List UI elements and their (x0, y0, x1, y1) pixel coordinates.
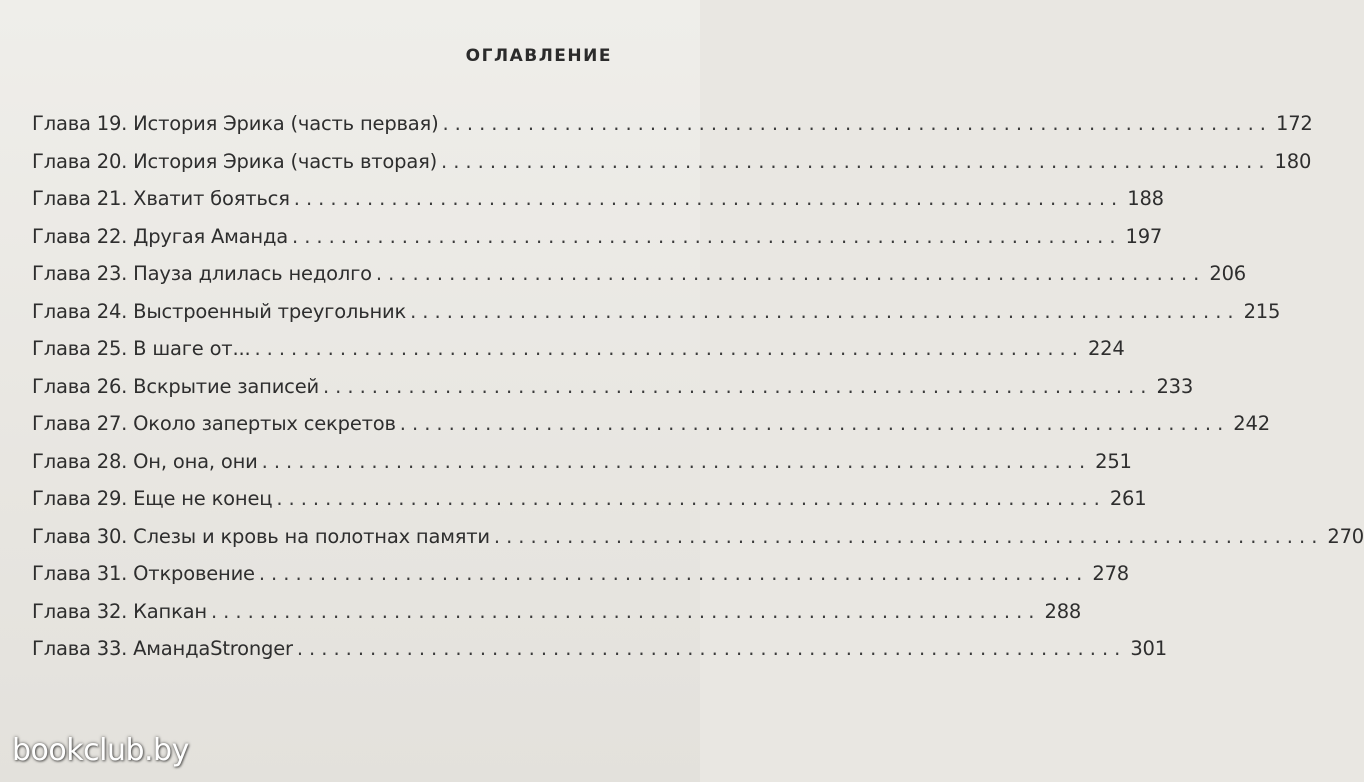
dot-leader: .................................................................... (322, 374, 1153, 398)
entry-page: 270 (1327, 524, 1364, 548)
dot-leader: .................................................................... (441, 149, 1271, 173)
dot-leader: .................................................................... (296, 637, 1127, 660)
entry-title: Глава 19. История Эрика (часть первая) (32, 112, 439, 135)
entry-page: 242 (1233, 412, 1270, 435)
dot-leader: .................................................................... (375, 262, 1206, 285)
entry-title: Глава 24. Выстроенный треугольник (32, 299, 407, 323)
entry-page: 233 (1156, 374, 1194, 398)
entry-page: 172 (1275, 112, 1313, 135)
entry-page: 224 (1087, 337, 1125, 360)
dot-leader: .................................................................... (399, 412, 1230, 435)
toc-entry (32, 524, 1364, 563)
dot-leader: .................................................................... (410, 299, 1240, 323)
toc-entry (32, 262, 1246, 300)
dot-leader: .................................................................... (293, 187, 1124, 210)
entry-page: 188 (1127, 187, 1164, 210)
dot-leader: .................................................................... (254, 337, 1084, 360)
entry-page: 288 (1044, 599, 1082, 623)
entry-title: Глава 27. Около запертых секретов (32, 412, 396, 435)
entry-title: Глава 28. Он, она, они (32, 449, 258, 473)
entry-page: 206 (1209, 262, 1246, 285)
toc-entry (32, 112, 1313, 150)
dot-leader: .................................................................... (276, 487, 1106, 510)
toc-entry (32, 487, 1147, 525)
entry-title: Глава 23. Пауза длилась недолго (32, 262, 372, 285)
toc-entry (32, 224, 1163, 263)
dot-leader: .................................................................... (210, 599, 1041, 623)
watermark-logo: bookclub.by (12, 733, 189, 768)
entry-title: Глава 26. Вскрытие записей (32, 374, 319, 398)
toc-entry (32, 299, 1281, 338)
entry-title: Глава 25. В шаге от... (32, 337, 251, 360)
dot-leader: .................................................................... (442, 112, 1272, 135)
entry-page: 215 (1243, 299, 1281, 323)
entry-title: Глава 20. История Эрика (часть вторая) (32, 149, 438, 173)
dot-leader: .................................................................... (292, 224, 1122, 248)
dot-leader: .................................................................... (261, 449, 1092, 473)
toc-entry (32, 187, 1164, 225)
toc-entry (32, 337, 1125, 375)
entry-title: Глава 31. Откровение (32, 562, 255, 585)
dot-leader: .................................................................... (258, 562, 1089, 585)
entry-page: 301 (1130, 637, 1167, 660)
entry-page: 261 (1109, 487, 1147, 510)
entry-page: 278 (1092, 562, 1129, 585)
entry-title: Глава 33. АмандаStronger (32, 637, 293, 660)
toc-entry (32, 149, 1312, 188)
entry-page: 197 (1125, 224, 1163, 248)
toc-entry (32, 637, 1167, 675)
toc-entry (32, 599, 1082, 638)
entry-title: Глава 29. Еще не конец (32, 487, 273, 510)
entry-page: 251 (1095, 449, 1132, 473)
toc-entry (32, 562, 1129, 600)
entry-page: 180 (1274, 149, 1312, 173)
toc-heading: ОГЛАВЛЕНИЕ (465, 46, 612, 66)
entry-title: Глава 32. Капкан (32, 599, 207, 623)
toc-entry (32, 412, 1270, 450)
dot-leader: .................................................................... (493, 524, 1324, 548)
toc-entry (32, 374, 1194, 413)
entry-title: Глава 22. Другая Аманда (32, 224, 289, 248)
toc-entry (32, 449, 1132, 488)
entry-title: Глава 30. Слезы и кровь на полотнах памяти (32, 524, 490, 548)
entry-title: Глава 21. Хватит бояться (32, 187, 290, 210)
table-of-contents (32, 112, 1364, 675)
